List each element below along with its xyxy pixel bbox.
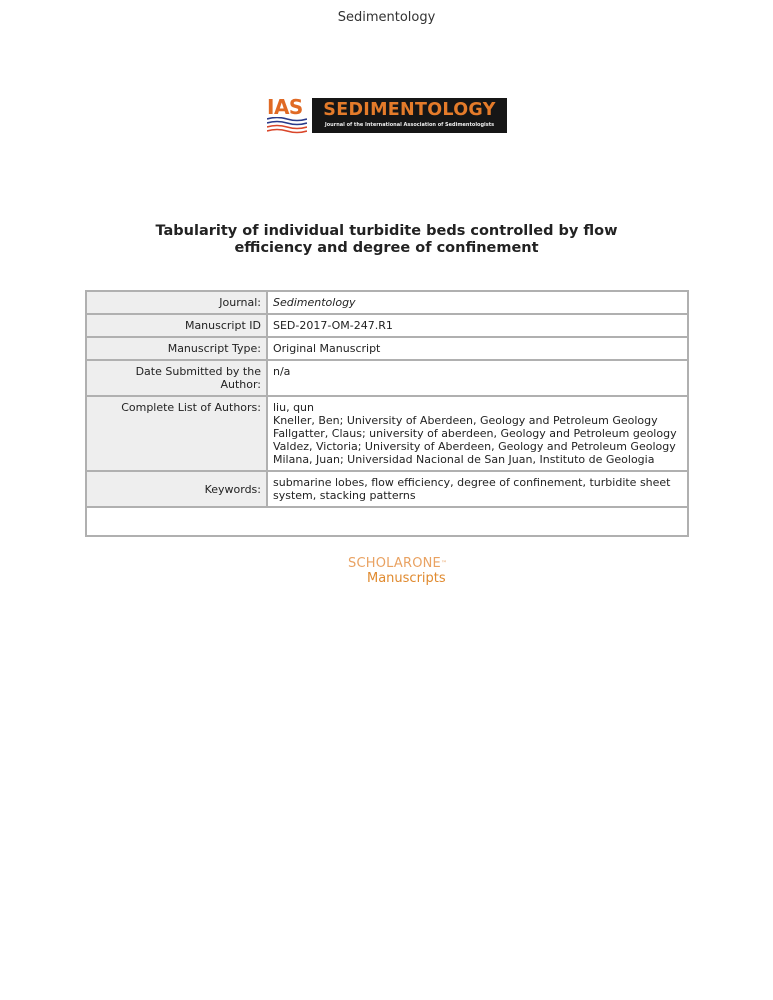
table-row: [86, 314, 688, 337]
author-line: Milana, Juan; Universidad Nacional de San Juan, Instituto de Geologia: [273, 453, 655, 466]
authors-label: Complete List of Authors:: [86, 396, 267, 471]
date-submitted-value: n/a: [267, 360, 688, 396]
table-row: [86, 291, 688, 314]
scholarone-bottom: Manuscripts: [367, 571, 446, 586]
manuscript-type-value: Original Manuscript: [267, 337, 688, 360]
journal-label: Journal:: [86, 291, 267, 314]
keywords-label: Keywords:: [86, 471, 267, 507]
journal-logo: [267, 96, 508, 134]
ias-logo-text: IAS: [267, 95, 303, 119]
table-row: [86, 396, 688, 471]
manuscript-info-table: [85, 290, 689, 537]
sedimentology-banner: [312, 98, 507, 133]
banner-subtitle: Journal of the International Association of Sedimentologists: [324, 122, 495, 128]
author-line: liu, qun: [273, 401, 315, 414]
table-row: [86, 471, 688, 507]
running-head: Sedimentology: [337, 10, 436, 25]
table-row-empty: [86, 507, 688, 536]
scholarone-top: SCHOLARONE™: [348, 556, 448, 571]
author-line: Valdez, Victoria; University of Aberdeen, Geology and Petroleum Geology: [273, 440, 676, 453]
date-submitted-label: Date Submitted by the Author:: [86, 360, 267, 396]
manuscript-type-label: Manuscript Type:: [86, 337, 267, 360]
journal-value: Sedimentology: [267, 291, 688, 314]
table-row: [86, 360, 688, 396]
scholarone-logo: [348, 556, 448, 586]
empty-cell: [86, 507, 688, 536]
author-line: Fallgatter, Claus; university of aberdeen, Geology and Petroleum geology: [273, 427, 677, 440]
manuscript-id-value: SED-2017-OM-247.R1: [267, 314, 688, 337]
ias-logo: [267, 96, 307, 134]
table-row: [86, 337, 688, 360]
banner-title: SEDIMENTOLOGY: [323, 100, 496, 120]
manuscript-id-label: Manuscript ID: [86, 314, 267, 337]
paper-title: Tabularity of individual turbidite beds controlled by flow efficiency and degree of confinement: [155, 223, 618, 256]
authors-value: [267, 396, 688, 471]
waves-icon: [267, 117, 307, 134]
keywords-value: submarine lobes, flow efficiency, degree of confinement, turbidite sheet system, stacking patterns: [267, 471, 688, 507]
author-line: Kneller, Ben; University of Aberdeen, Geology and Petroleum Geology: [273, 414, 658, 427]
